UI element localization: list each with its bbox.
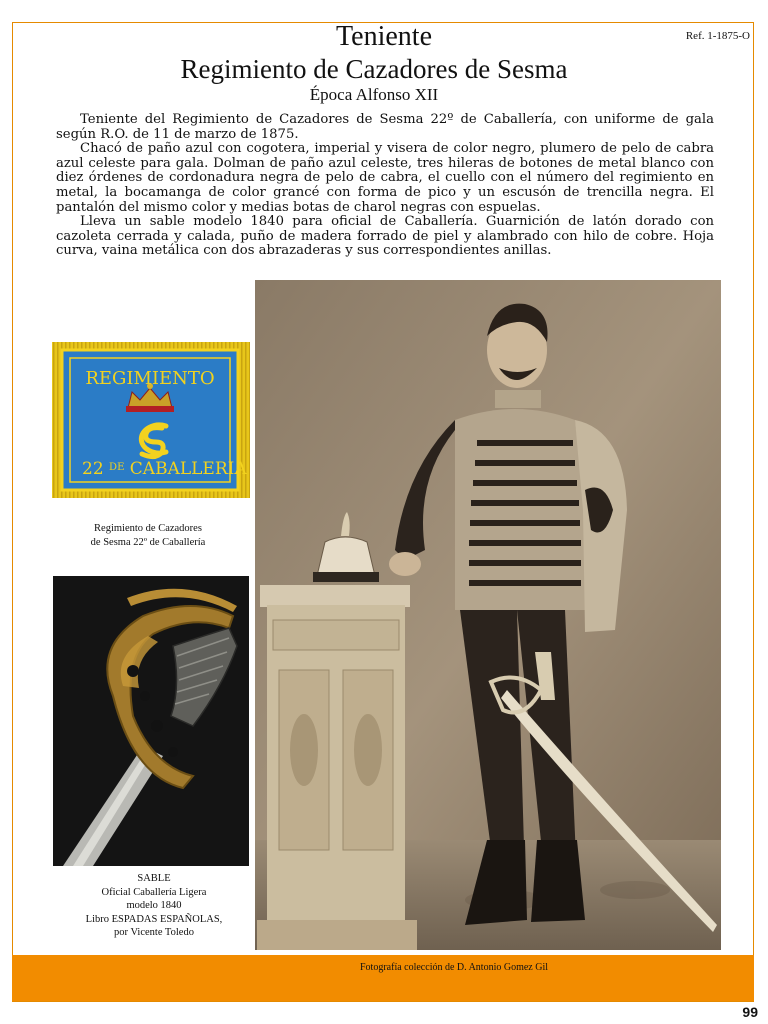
page-number: 99 <box>742 1004 758 1020</box>
flag-caption-line-1: Regimiento de Cazadores <box>94 523 202 534</box>
paragraph-1: Teniente del Regimiento de Cazadores de Sesma 22º de Caballería, con uniforme de gala según R.O. de 11 de marzo de 1875. <box>56 112 714 142</box>
flag-text-caballeria: CABALLERIA <box>129 459 247 479</box>
reference-code: Ref. 1-1875-O <box>685 30 750 42</box>
sword-caption-line-4: Libro ESPADAS ESPAÑOLAS, <box>85 913 223 925</box>
lieutenant-portrait-photo <box>255 280 721 950</box>
sword-caption-line-2: Oficial Caballería Ligera <box>101 886 207 898</box>
svg-text:22 DE CABALLERIA <box>82 455 247 479</box>
description-text <box>56 113 714 259</box>
pedestal <box>257 585 417 950</box>
paragraph-2: Chacó de paño azul con cogotera, imperial y visera de color negro, plumero de pelo de cabra azul celeste para gala. Dolman de paño azul celeste, tres hileras de botones de metal blanco con diez órdenes de cordonadura negra de pelo de cabra, el cuello con el número del regimiento en metal, la bocamanga de color grancé con forma de pico y un escusón de trencilla negra. El pantalón del mismo color y medias botas de charol negras con espuelas. <box>56 141 714 215</box>
paragraph-3: Lleva un sable modelo 1840 para oficial de Caballería. Guarnición de latón dorado con cazoleta cerrada y calada, puño de madera forrado de piel y alambrado con hilo de cobre. Hoja curva, vaina metálica con dos abrazaderas y sus correspondientes anillas. <box>56 214 714 259</box>
sword-caption-line-5: por Vicente Toledo <box>114 927 194 939</box>
sword-caption-line-1: SABLE <box>137 873 171 884</box>
page-title: Teniente <box>336 21 432 52</box>
sword-caption-line-3: modelo 1840 <box>126 900 182 912</box>
flag-text-regimiento: REGIMIENTO <box>85 368 215 389</box>
flag-text-de: DE <box>109 462 125 473</box>
photo-credit: Fotografía colección de D. Antonio Gomez Gil <box>360 962 549 973</box>
flag-text-number: 22 <box>82 459 104 479</box>
sword-caption <box>52 872 256 940</box>
flag-caption-line-2: de Sesma 22º de Caballería <box>90 537 206 548</box>
flag-caption <box>52 522 244 550</box>
sword-image <box>53 576 249 866</box>
epoch-label: Época Alfonso XII <box>309 85 439 104</box>
regiment-flag-image <box>52 342 250 498</box>
page-subtitle: Regimiento de Cazadores de Sesma <box>180 54 568 84</box>
